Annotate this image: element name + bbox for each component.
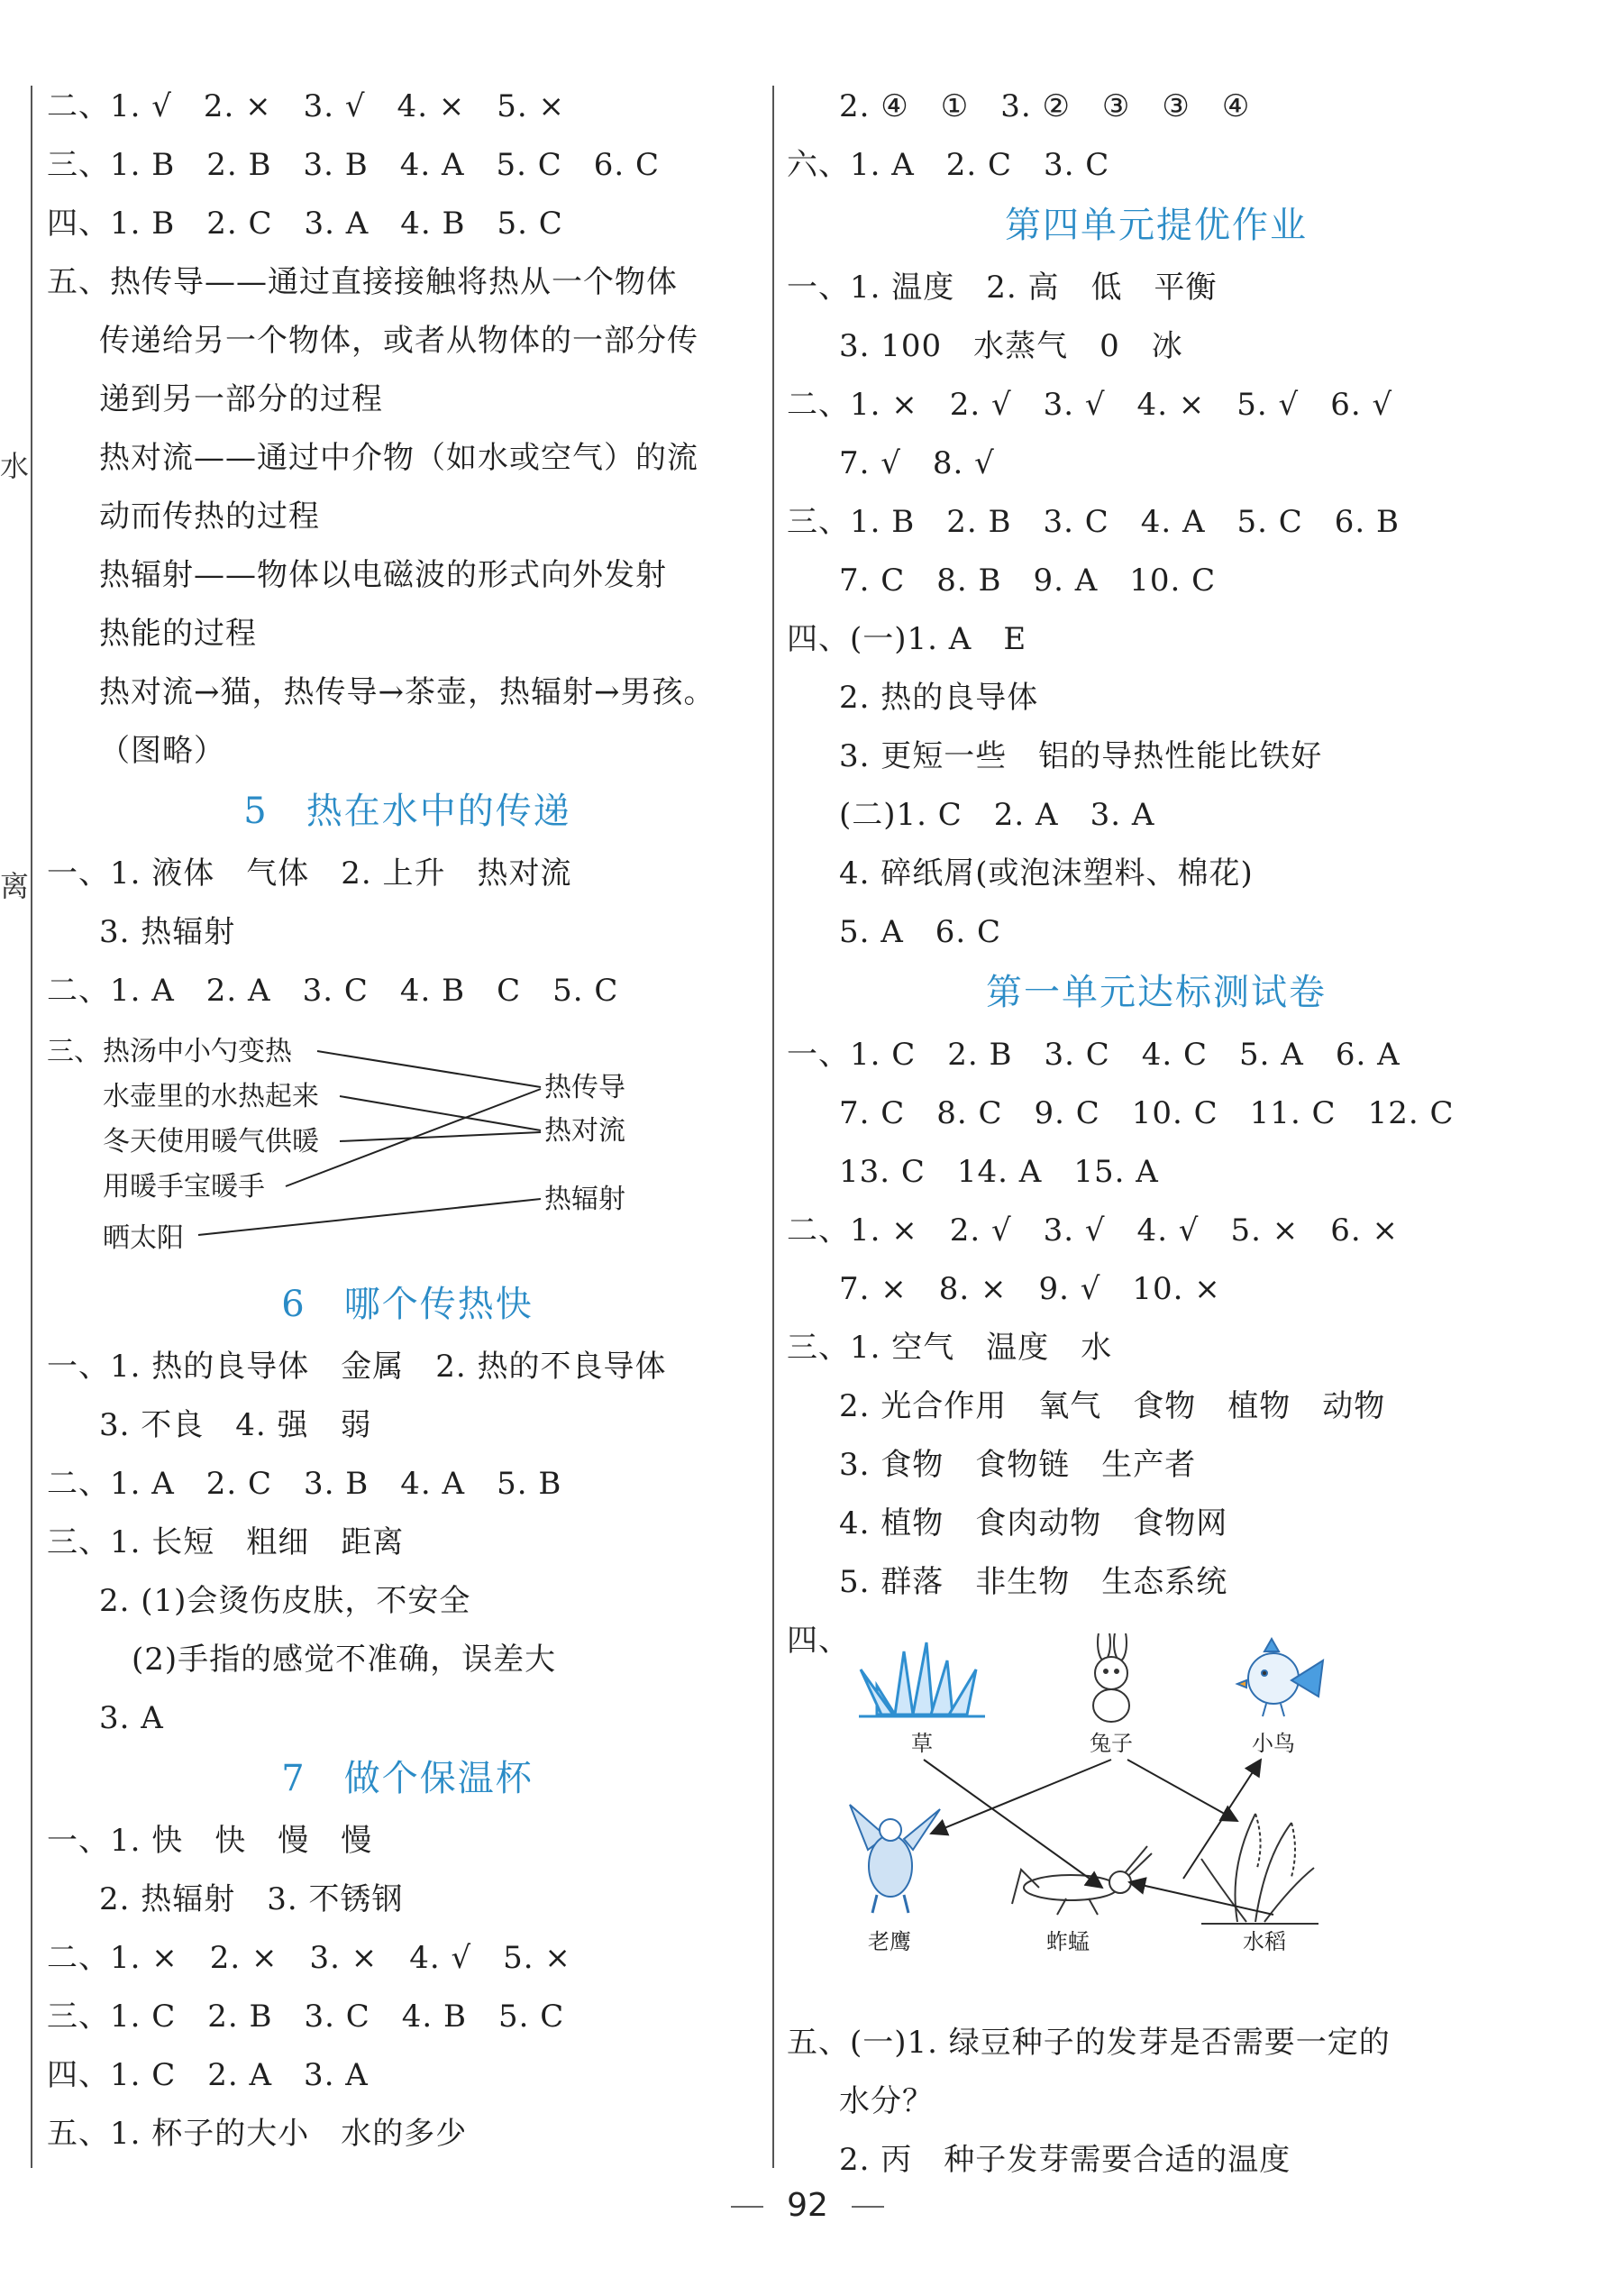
answer-line: 六、1. A 2. C 3. C bbox=[787, 147, 1110, 183]
answer-line: 2. 热的良导体 bbox=[839, 680, 1039, 716]
answer-line: 四、1. B 2. C 3. A 4. B 5. C bbox=[47, 206, 563, 242]
section-heading-unit1-test: 第一单元达标测试卷 bbox=[986, 972, 1327, 1013]
answer-line: 3. 100 水蒸气 0 冰 bbox=[839, 328, 1183, 364]
answer-line: 2. 热辐射 3. 不锈钢 bbox=[99, 1881, 404, 1917]
food-web-arrow bbox=[1183, 1760, 1261, 1879]
answer-line: 3. 不良 4. 强 弱 bbox=[99, 1407, 372, 1443]
match-right-item: 热辐射 bbox=[544, 1184, 625, 1215]
answer-line: 三、1. 空气 温度 水 bbox=[787, 1330, 1113, 1366]
answer-line: 二、1. × 2. √ 3. √ 4. × 5. √ 6. √ bbox=[787, 387, 1393, 423]
match-line bbox=[317, 1051, 541, 1087]
answer-line: 三、1. 长短 粗细 距离 bbox=[47, 1524, 405, 1560]
answer-line: 2. ④ ① 3. ② ③ ③ ④ bbox=[839, 88, 1251, 124]
match-prefix: 三、 bbox=[47, 1036, 101, 1067]
answer-line: 五、热传导——通过直接接触将热从一个物体 bbox=[47, 264, 678, 300]
answer-line: 3. A bbox=[99, 1700, 164, 1736]
food-label-eagle: 老鹰 bbox=[868, 1929, 911, 1954]
food-label-grasshopper: 蚱蜢 bbox=[1046, 1929, 1090, 1954]
answer-line: （图略） bbox=[99, 733, 225, 769]
answer-line: 一、1. 快 快 慢 慢 bbox=[47, 1823, 373, 1859]
answer-line: 二、1. √ 2. × 3. √ 4. × 5. × bbox=[47, 88, 566, 124]
answer-line: 热对流——通过中介物（如水或空气）的流 bbox=[99, 440, 698, 476]
match-left-item: 晒太阳 bbox=[103, 1222, 184, 1254]
page-number-dash bbox=[731, 2206, 763, 2208]
matching-diagram bbox=[47, 1028, 750, 1325]
answer-line: 二、1. A 2. A 3. C 4. B C 5. C bbox=[47, 973, 619, 1009]
match-left-item: 冬天使用暖气供暖 bbox=[103, 1126, 319, 1157]
grasshopper-icon bbox=[1012, 1846, 1152, 1915]
food-label-rabbit: 兔子 bbox=[1090, 1731, 1133, 1756]
answer-line: 三、1. B 2. B 3. B 4. A 5. C 6. C bbox=[47, 147, 661, 183]
column-divider bbox=[772, 86, 774, 2168]
match-left-item: 热汤中小勺变热 bbox=[103, 1036, 292, 1067]
answer-line: 传递给另一个物体，或者从物体的一部分传 bbox=[99, 323, 698, 359]
page-number-dash bbox=[852, 2206, 884, 2208]
answer-line: 13. C 14. A 15. A bbox=[839, 1154, 1159, 1190]
answer-line: 四、 bbox=[787, 1623, 850, 1659]
match-line bbox=[198, 1199, 541, 1235]
answer-line: 热能的过程 bbox=[99, 616, 257, 652]
answer-line: 7. √ 8. √ bbox=[839, 445, 995, 481]
answer-line: 一、1. 温度 2. 高 低 平衡 bbox=[787, 270, 1218, 306]
rabbit-icon bbox=[1093, 1633, 1129, 1722]
answer-line: 4. 植物 食肉动物 食物网 bbox=[839, 1505, 1228, 1541]
answer-line: 四、(一)1. A E bbox=[787, 621, 1027, 657]
answer-line: 一、1. 热的良导体 金属 2. 热的不良导体 bbox=[47, 1349, 667, 1385]
answer-line: 4. 碎纸屑(或泡沫塑料、棉花) bbox=[839, 855, 1254, 892]
answer-line: 一、1. 液体 气体 2. 上升 热对流 bbox=[47, 855, 572, 892]
answer-line: 水分？ bbox=[839, 2083, 934, 2119]
answer-line: 二、1. × 2. √ 3. √ 4. √ 5. × 6. × bbox=[787, 1212, 1399, 1249]
food-web-arrow bbox=[924, 1760, 1102, 1888]
answer-line: 3. 更短一些 铝的导热性能比铁好 bbox=[839, 738, 1323, 774]
answer-line: 递到另一部分的过程 bbox=[99, 381, 383, 417]
answer-line: 7. C 8. B 9. A 10. C bbox=[839, 563, 1217, 599]
answer-line: (二)1. C 2. A 3. A bbox=[839, 797, 1155, 833]
answer-line: 7. C 8. C 9. C 10. C 11. C 12. C bbox=[839, 1095, 1455, 1131]
section-heading-6: 6 哪个传热快 bbox=[281, 1284, 534, 1325]
grass-icon bbox=[859, 1642, 985, 1716]
page-number-text: 92 bbox=[787, 2187, 828, 2224]
answer-line: 3. 食物 食物链 生产者 bbox=[839, 1447, 1197, 1483]
answer-line: 四、1. C 2. A 3. A bbox=[47, 2057, 369, 2093]
answer-line: 二、1. × 2. × 3. × 4. √ 5. × bbox=[47, 1940, 571, 1976]
match-line bbox=[340, 1132, 541, 1141]
answer-line: 热对流→猫，热传导→茶壶，热辐射→男孩。 bbox=[99, 674, 716, 710]
food-web-diagram bbox=[841, 1633, 1526, 2057]
match-line bbox=[286, 1089, 541, 1186]
eagle-icon bbox=[850, 1805, 940, 1913]
answer-line: 7. × 8. × 9. √ 10. × bbox=[839, 1271, 1221, 1307]
answer-line: 2. 光合作用 氧气 食物 植物 动物 bbox=[839, 1388, 1386, 1424]
bird-icon bbox=[1237, 1639, 1323, 1716]
answer-line: 2. (1)会烫伤皮肤，不安全 bbox=[99, 1583, 471, 1619]
page-number bbox=[0, 2187, 1615, 2224]
answer-line: (2)手指的感觉不准确，误差大 bbox=[132, 1642, 557, 1678]
section-heading-5: 5 热在水中的传递 bbox=[243, 791, 571, 832]
answer-line: 3. 热辐射 bbox=[99, 914, 236, 950]
food-web-arrow bbox=[1127, 1760, 1237, 1821]
answer-line: 2. 丙 种子发芽需要合适的温度 bbox=[839, 2142, 1291, 2178]
answer-line: 二、1. A 2. C 3. B 4. A 5. B bbox=[47, 1466, 562, 1502]
answer-line: 五、1. 杯子的大小 水的多少 bbox=[47, 2116, 468, 2152]
food-label-grass: 草 bbox=[911, 1731, 933, 1756]
margin-char-shui: 水 bbox=[0, 449, 30, 483]
left-margin-rule bbox=[31, 86, 32, 2168]
answer-line: 五、(一)1. 绿豆种子的发芽是否需要一定的 bbox=[787, 2025, 1391, 2061]
margin-char-li: 离 bbox=[0, 869, 30, 903]
match-left-item: 用暖手宝暖手 bbox=[103, 1171, 265, 1203]
food-label-rice: 水稻 bbox=[1243, 1929, 1286, 1954]
section-heading-unit4: 第四单元提优作业 bbox=[1005, 205, 1308, 246]
answer-line: 一、1. C 2. B 3. C 4. C 5. A 6. A bbox=[787, 1037, 1401, 1073]
match-right-item: 热对流 bbox=[544, 1115, 625, 1147]
food-web-arrow bbox=[931, 1760, 1111, 1834]
answer-line: 5. 群落 非生物 生态系统 bbox=[839, 1564, 1228, 1600]
food-web-arrow bbox=[1129, 1882, 1273, 1915]
answer-line: 动而传热的过程 bbox=[99, 499, 320, 535]
match-right-item: 热传导 bbox=[544, 1072, 625, 1103]
match-left-item: 水壶里的水热起来 bbox=[103, 1081, 319, 1112]
rice-plant-icon bbox=[1201, 1814, 1318, 1924]
section-heading-7: 7 做个保温杯 bbox=[281, 1758, 534, 1799]
answer-line: 三、1. B 2. B 3. C 4. A 5. C 6. B bbox=[787, 504, 1401, 540]
answer-line: 5. A 6. C bbox=[839, 914, 1002, 950]
answer-line: 热辐射——物体以电磁波的形式向外发射 bbox=[99, 557, 667, 593]
food-label-bird: 小鸟 bbox=[1252, 1731, 1295, 1756]
answer-line: 三、1. C 2. B 3. C 4. B 5. C bbox=[47, 1999, 565, 2035]
